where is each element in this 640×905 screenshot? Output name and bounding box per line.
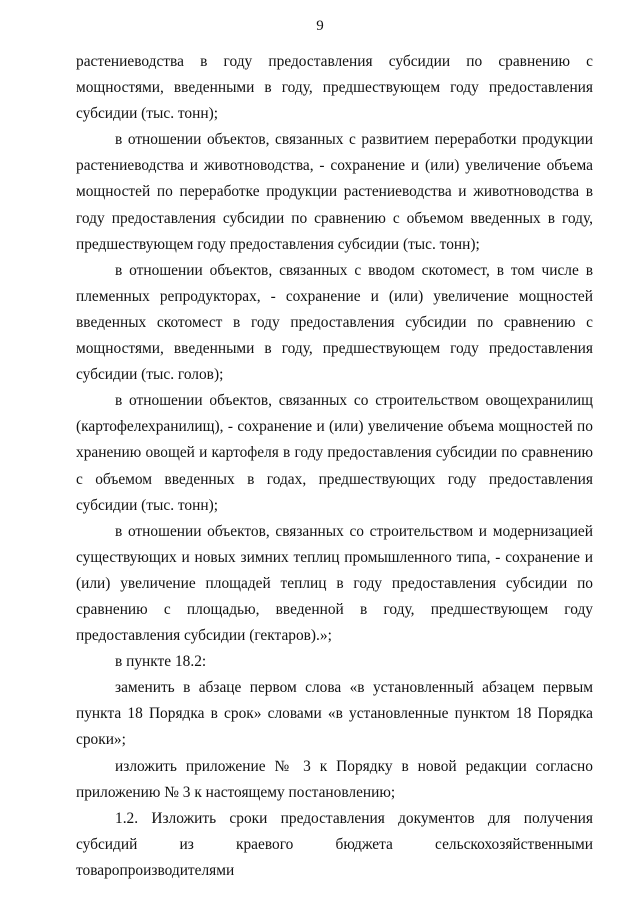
page-number: 9 xyxy=(316,18,324,34)
paragraph-livestock-places: в отношении объектов, связанных с вводом скотомест, в том числе в племенных репродукторах, - сохранение и (или) увеличение мощностей введенных скотомест в году предоставления субсидии по сравнению с мощностями, введенными в году, предшествующем году предоставления субсидии (тыс. голов); xyxy=(76,261,593,384)
paragraph-section-1-2: 1.2. Изложить сроки предоставления документов для получения субсидий из краевого бюджета сельскохозяйственными товаропроизводителями xyxy=(76,809,593,879)
paragraph-processing-objects: в отношении объектов, связанных с развитием переработки продукции растениеводства и животноводства, - сохранение и (или) увеличение объема мощностей по переработке продукции растениеводства и животноводства в году предоставления субсидии по сравнению с объемом введенных в году, предшествующем году предоставления субсидии (тыс. тонн); xyxy=(76,131,593,253)
paragraph-item-18-2: в пункте 18.2: xyxy=(115,653,207,671)
paragraph-vegetable-storage: в отношении объектов, связанных со строительством овощехранилищ (картофелехранилищ), - сохранение и (или) увеличение объема мощностей по хранению овощей и картофеля в году предоставления субсидии по сравнению с объемом введенных в годах, предшествующих году предоставления субсидии (тыс. тонн); xyxy=(76,392,593,514)
paragraph-production-capacity-tail: растениеводства в году предоставления субсидии по сравнению с мощностями, введенными в году, предшествующем году предоставления субсидии (тыс. тонн); xyxy=(76,53,593,123)
document-body xyxy=(76,49,593,884)
paragraph-greenhouses: в отношении объектов, связанных со строительством и модернизацией существующих и новых зимних теплиц промышленного типа, - сохранение и (или) увеличение площадей теплиц в году предоставления субсидии по сравнению с площадью, введенной в году, предшествующем году предоставления субсидии (гектаров).»; xyxy=(76,522,593,645)
paragraph-appendix-3: изложить приложение № 3 к Порядку в новой редакции согласно приложению № 3 к настоящему постановлению; xyxy=(76,757,593,801)
paragraph-replace-words: заменить в абзаце первом слова «в установленный абзацем первым пункта 18 Порядка в срок» словами «в установленные пунктом 18 Порядка сроки»; xyxy=(76,679,593,749)
